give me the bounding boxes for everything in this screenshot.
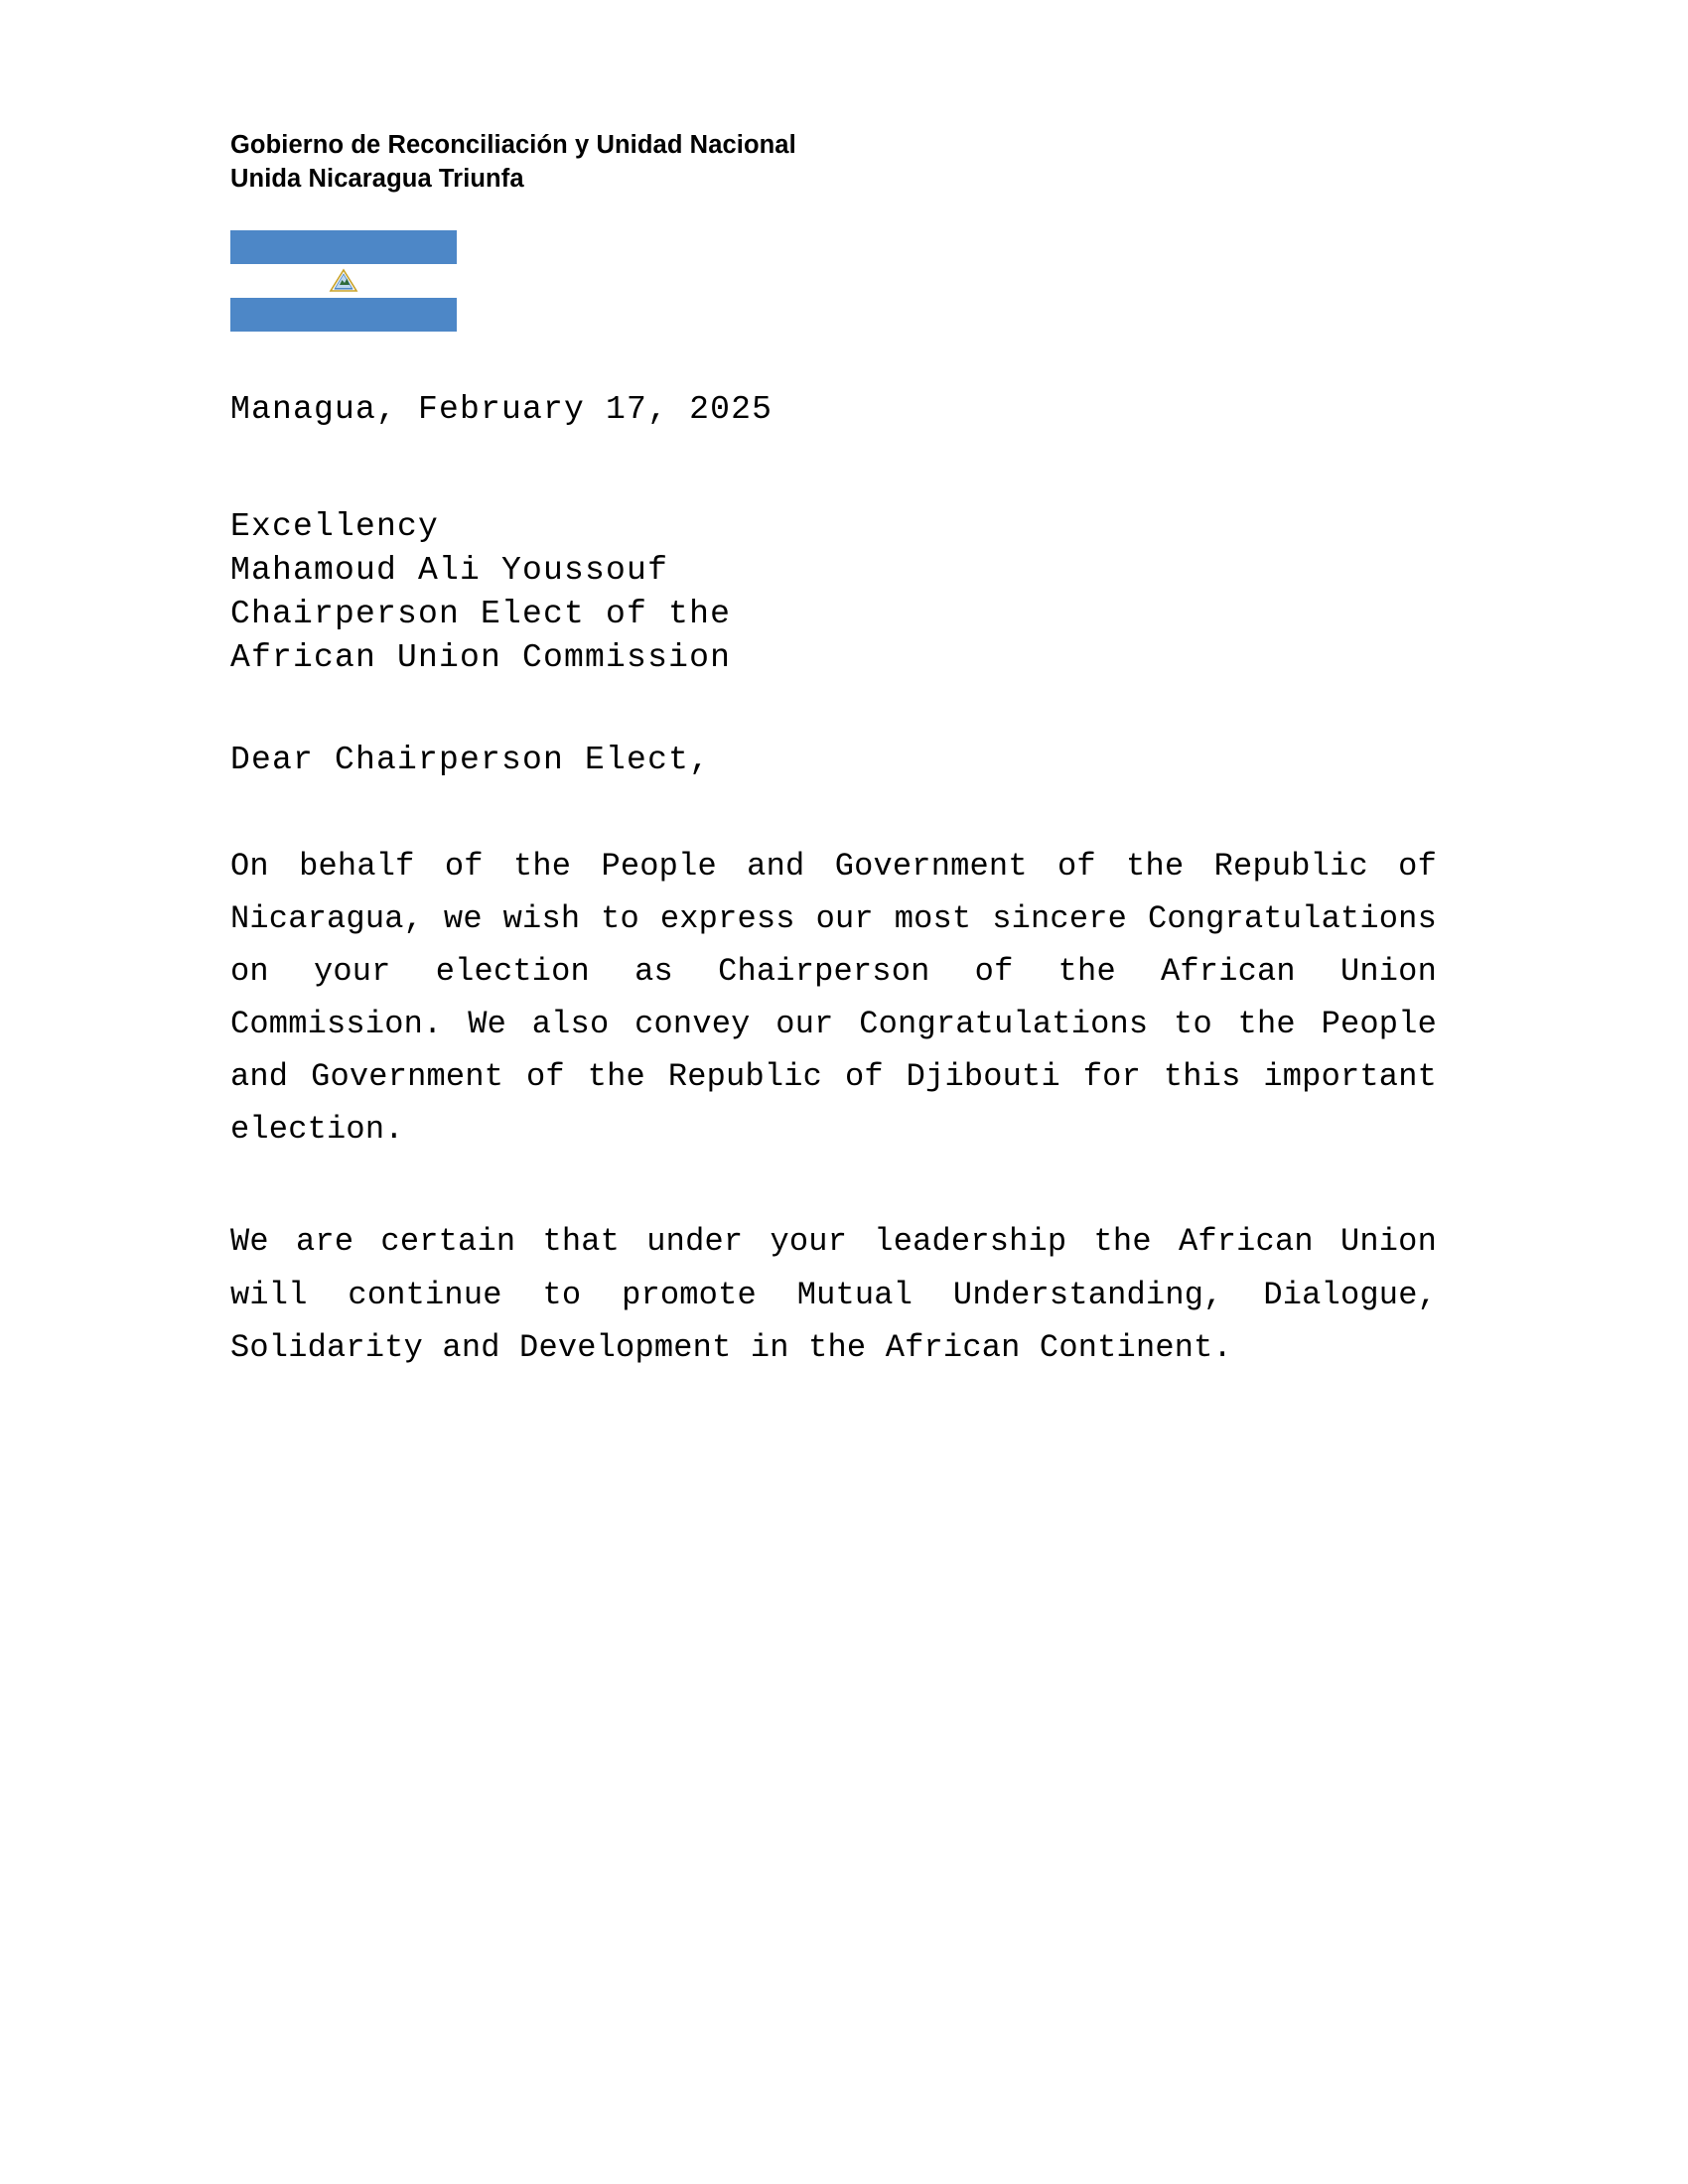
salutation: Dear Chairperson Elect, <box>230 741 711 778</box>
body-paragraph-1: On behalf of the People and Government of the Republic of Nicaragua, we wish to express our most sincere Congratulations on your election as Chairperson of the African Union Commission. We also convey our Congratulations to the People and Government of the Republic of Djibouti for this important election. <box>230 847 1437 1149</box>
body-paragraph-2: We are certain that under your leadership the African Union will continue to promote Mutual Understanding, Dialogue, Solidarity and Development in the African Continent. <box>230 1223 1437 1366</box>
letterhead-line-1: Gobierno de Reconciliación y Unidad Nacional <box>230 131 796 159</box>
flag-stripe-top <box>230 230 457 264</box>
addressee-title: Excellency <box>230 508 440 546</box>
flag-stripe-bottom <box>230 298 457 332</box>
addressee-role-line-1: Chairperson Elect of the <box>230 596 732 633</box>
letterhead-line-2: Unida Nicaragua Triunfa <box>230 164 524 193</box>
flag-emblem-icon <box>329 267 358 295</box>
addressee-block <box>230 505 1484 680</box>
addressee-role-line-2: African Union Commission <box>230 638 732 676</box>
addressee-name: Mahamoud Ali Youssouf <box>230 552 669 590</box>
nicaragua-flag-icon <box>230 230 457 332</box>
letter-date: Managua, February 17, 2025 <box>230 391 774 429</box>
letterhead <box>230 129 1484 196</box>
